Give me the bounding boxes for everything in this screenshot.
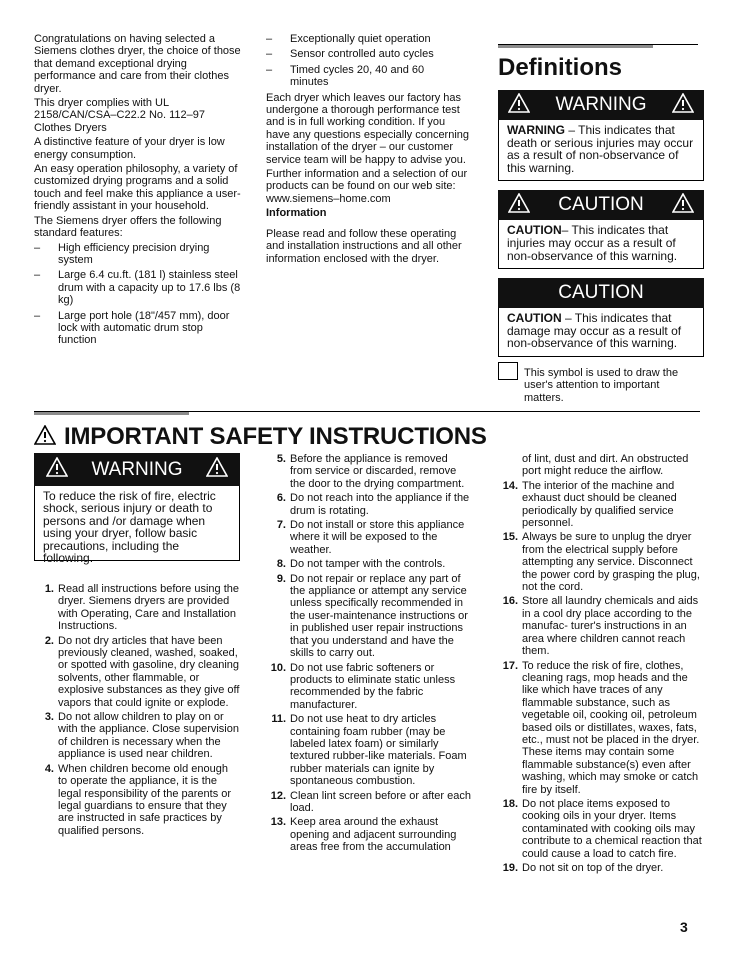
caution-plain-label: CAUTION: [558, 282, 644, 304]
safety-item: 15. Always be sure to unplug the dryer from the electrical supply before attempting any service. Disconnect the power cord by grasping the plug, not the cord.: [502, 531, 700, 594]
safety-item: 11. Do not use heat to dry articles containing foam rubber (may be labeled latex foam) or similarly textured rubber-like materials. Foam rubber materials can ignite by spontaneous combustion.: [271, 713, 467, 788]
caution-definition: CAUTION– This indicates that injuries may occur as a result of non-observance of this warning.: [498, 220, 704, 269]
intro-column-1: [34, 33, 244, 350]
feature-item: – Large port hole (18"/457 mm), door lock with automatic drum stop function: [34, 309, 230, 347]
safety-item: 6. Do not reach into the appliance if the drum is rotating.: [276, 492, 470, 517]
feature-item: – Timed cycles 20, 40 and 60 minutes: [266, 63, 425, 89]
information-heading: Information: [266, 207, 327, 220]
information-paragraph: Please read and follow these operating and installation instructions and all other information enclosed with the dryer.: [266, 227, 462, 265]
safety-item: 13. Keep area around the exhaust opening and adjacent surrounding areas free from the accumulation: [270, 816, 457, 854]
warning-label: WARNING: [555, 94, 647, 115]
website-link[interactable]: www.siemens–home.com: [266, 192, 391, 205]
safety-title: [34, 423, 634, 451]
safety-item: 16. Store all laundry chemicals and aids in a cool dry place according to the manufac- turer's instructions in an area where children cannot reach them.: [502, 595, 699, 658]
safety-item: 10. Do not use fabric softeners or products to eliminate static unless recommended by the fabric manufacturer.: [270, 661, 456, 711]
caution-header: [498, 190, 704, 220]
feature-item: – High efficiency precision drying system: [34, 241, 210, 266]
intro-paragraph: The Siemens dryer offers the following standard features:: [34, 214, 222, 240]
warning-triangle-icon: [46, 457, 68, 482]
safety-rule: [34, 411, 700, 412]
caution-plain-definition: CAUTION – This indicates that damage may occur as a result of non-observance of this warning.: [498, 308, 704, 357]
safety-warning-text: To reduce the risk of fire, electric shock, serious injury or death to persons and /or damage when using your dryer, follow basic precautions, including the following.: [34, 486, 240, 561]
caution-label: CAUTION: [558, 194, 644, 216]
safety-item: 12. Clean lint screen before or after each load.: [270, 789, 471, 814]
definitions-title: Definitions: [498, 54, 622, 81]
test-paragraph: Each dryer which leaves our factory has undergone a thorough performance test and is in full working condition. If you have any questions especially concerning installation of the dryer – our customer service team will be happy to advise you.: [266, 91, 470, 166]
safety-item: 14. The interior of the machine and exhaust duct should be cleaned periodically by qualified service personnel.: [502, 479, 677, 530]
definitions-section: [498, 54, 704, 404]
symbol-note-text: This symbol is used to draw the user's attention to important matters.: [524, 366, 679, 404]
caution-triangle-icon: [508, 193, 530, 218]
safety-item: 5. Before the appliance is removed from service or discarded, remove the door to the drying compartment.: [276, 453, 465, 490]
symbol-box: [498, 362, 518, 380]
caution-plain-header: [498, 278, 704, 308]
feature-item: – Exceptionally quiet operation: [266, 33, 431, 45]
intro-column-2: [266, 33, 472, 267]
warning-triangle-icon: [672, 93, 694, 118]
warning-definition: WARNING – This indicates that death or serious injuries may occur as a result of non-observance of this warning.: [498, 120, 704, 181]
safety-item-continued: of lint, dust and dirt. An obstructed port might reduce the airflow.: [522, 453, 689, 478]
feature-item: – Sensor controlled auto cycles: [266, 48, 434, 61]
safety-item: 3. Do not allow children to play on or with the appliance. Close supervision of children is necessary when the appliance is used near children.: [44, 711, 239, 761]
safety-item: 19. Do not sit on top of the dryer.: [502, 862, 664, 874]
safety-column-1: [34, 453, 240, 839]
safety-item: 17. To reduce the risk of fire, clothes, cleaning rags, mop heads and the like which have traces of any flammable substance, such as vegetable oil, cooking oil, petroleum based oils or distillates, waxes, fats, etc., must not be placed in the dryer. These items may contain some flammable substance(s) even after washing, which may smoke or catch fire by itself.: [502, 659, 700, 796]
feature-item: – Large 6.4 cu.ft. (181 l) stainless steel drum with a capacity up to 17.6 lbs (8 kg): [34, 269, 241, 307]
further-info-paragraph: Further information and a selection of our products can be found on our web site:: [266, 168, 468, 193]
safety-item: 2. Do not dry articles that have been previously cleaned, washed, soaked, or spotted with gasoline, dry cleaning solvents, other flammable, or explosive substances as they give off vapors that could ignite or explode.: [44, 634, 240, 709]
caution-triangle-icon: [672, 193, 694, 218]
safety-warning-label: WARNING: [91, 458, 183, 480]
page-number: 3: [680, 919, 688, 935]
warning-header: [498, 90, 704, 120]
safety-item: 9. Do not repair or replace any part of the appliance or attempt any service unless specifically recommended in the user-maintenance instructions or in published user repair instructions that you understand and have the skills to carry out.: [276, 572, 468, 660]
definitions-rule: [498, 44, 698, 45]
safety-list-1: [34, 583, 240, 837]
safety-item: 7. Do not install or store this appliance where it will be exposed to the weather.: [276, 519, 465, 556]
safety-title-text: IMPORTANT SAFETY INSTRUCTIONS: [64, 423, 487, 450]
safety-item: 4. When children become old enough to operate the appliance, it is the legal responsibility of the parents or legal guardians to ensure that they are instructed in safe practices by qualified persons.: [44, 762, 232, 837]
warning-triangle-icon: [206, 457, 228, 482]
safety-item: 1. Read all instructions before using the dryer. Siemens dryers are provided with Operating, Care and Installation Instructions.: [44, 583, 239, 633]
intro-paragraph: Congratulations on having selected a Siemens clothes dryer, the choice of those that demand exceptional drying performance and care from their clothes dryer.: [34, 33, 241, 95]
safety-item: 18. Do not place items exposed to cooking oils in your dryer. Items contaminated with cooking oils may contribute to a chemical reaction that could cause a load to catch fire.: [502, 797, 702, 860]
safety-column-2: [266, 453, 472, 856]
intro-paragraph: This dryer complies with UL 2158/CAN/CSA–C22.2 No. 112–97 Clothes Dryers: [34, 97, 206, 134]
safety-warning-header: [34, 453, 240, 486]
safety-triangle-icon: [34, 425, 56, 450]
safety-column-3: [498, 453, 704, 876]
symbol-note: [498, 362, 704, 404]
warning-triangle-icon: [508, 93, 530, 118]
safety-item: 8. Do not tamper with the controls.: [276, 558, 446, 571]
intro-paragraph: An easy operation philosophy, a variety of customized drying programs and a solid touch and feel make this appliance a user-friendly assistant in your household.: [34, 163, 241, 213]
intro-paragraph: A distinctive feature of your dryer is low energy consumption.: [34, 136, 225, 161]
